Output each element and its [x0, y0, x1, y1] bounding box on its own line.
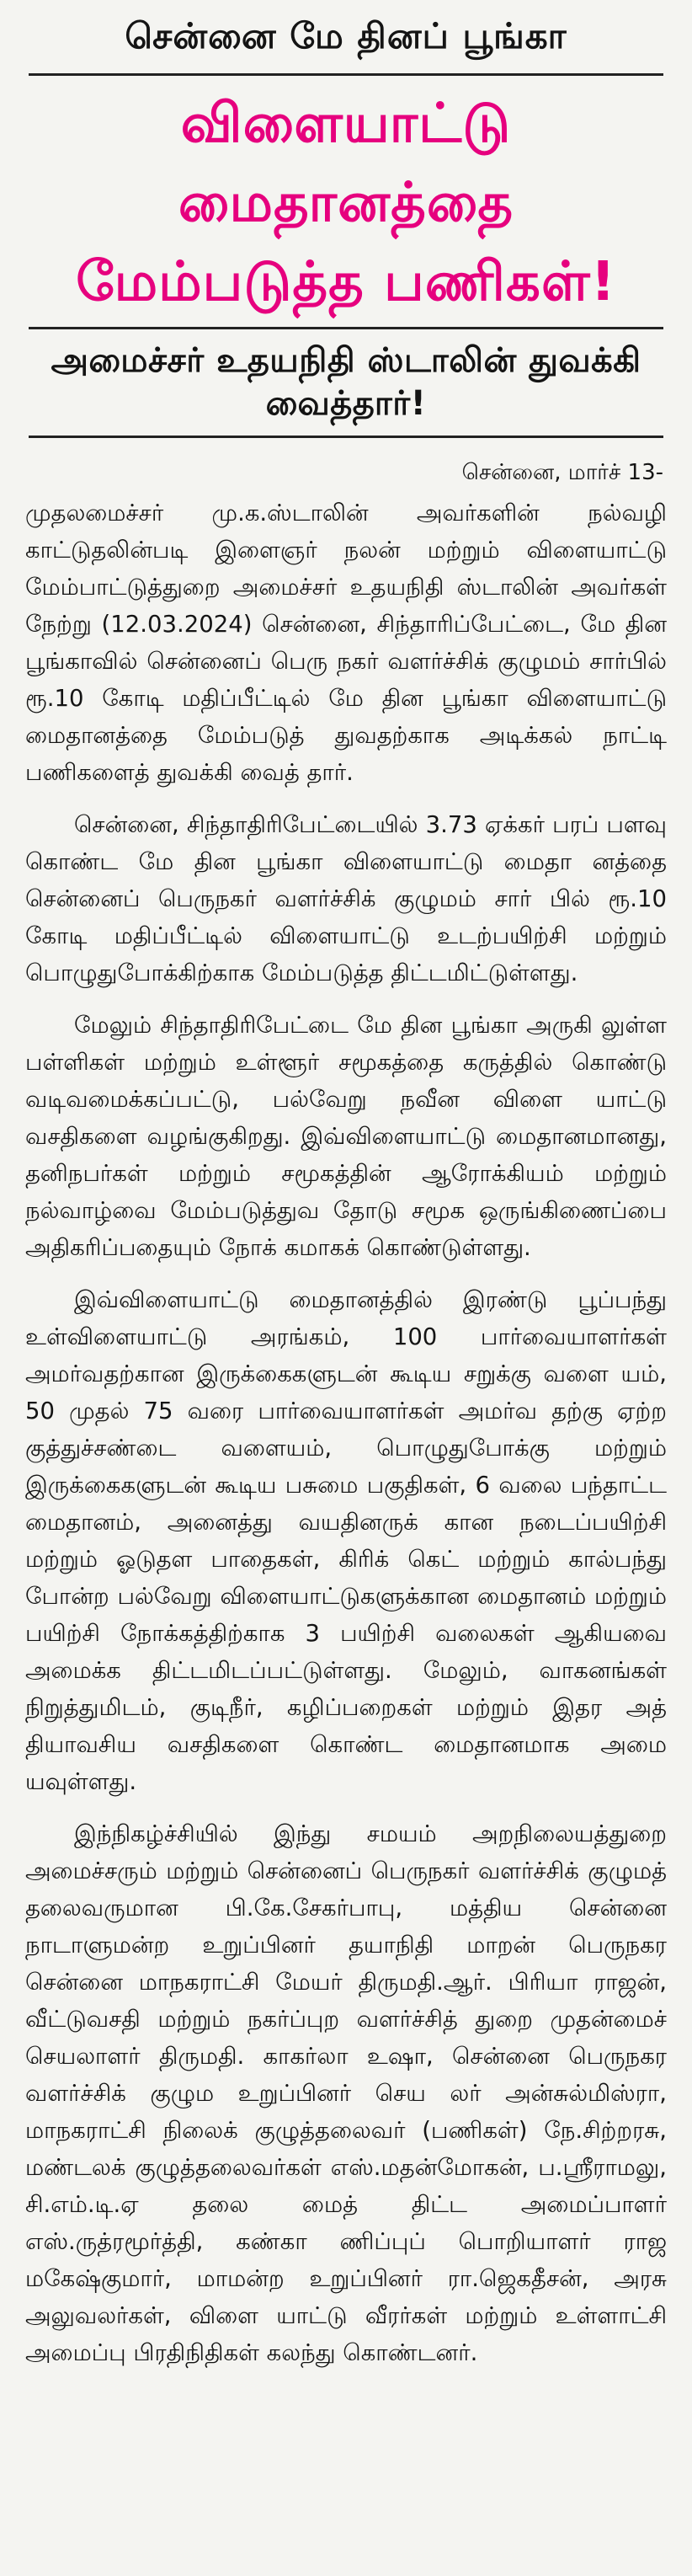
dateline: சென்னை, மார்ச் 13-	[461, 460, 663, 485]
headline	[25, 84, 667, 322]
article-body	[25, 494, 667, 2371]
subhead-divider	[29, 436, 663, 438]
headline-line-1: விளையாட்டு மைதானத்தை	[178, 93, 514, 234]
article-paragraph-1: முதலமைச்சர் மு.க.ஸ்டாலின் அவர்களின் நல்வழி காட்டுதலின்படி இளைஞர் நலன் மற்றும் விளையாட்டு மேம்பாட்டுத்துறை அமைச்சர் உதயநிதி ஸ்டாலின் அவர்கள் நேற்று (12.03.2024) சென்னை, சிந்தாரிப்பேட்டை, மே தின பூங்காவில் சென்னைப் பெரு நகர் வளர்ச்சிக் குழுமம் சார்பில் ரூ.10 கோடி மதிப்பீட்டில் மே தின பூங்கா விளையாட்டு மைதானத்தை மேம்படுத் துவதற்காக அடிக்கல் நாட்டி பணிகளைத் துவக்கி வைத் தார்.	[25, 500, 667, 786]
subheadline: அமைச்சர் உதயநிதி ஸ்டாலின் துவக்கி வைத்தார்!	[51, 341, 641, 423]
article-paragraph-4: இவ்விளையாட்டு மைதானத்தில் இரண்டு பூப்பந்து உள்விளையாட்டு அரங்கம், 100 பார்வையாளர்கள் அமர்வதற்கான இருக்கைகளுடன் கூடிய சறுக்கு வளை யம், 50 முதல் 75 வரை பார்வையாளர்கள் அமர்வ தற்கு ஏற்ற குத்துச்சண்டை வளையம், பொழுதுபோக்கு மற்றும் இருக்கைகளுடன் கூடிய பசுமை பகுதிகள், 6 வலை பந்தாட்ட மைதானம், அனைத்து வயதினருக் கான நடைப்பயிற்சி மற்றும் ஓடுதள பாதைகள், கிரிக் கெட் மற்றும் கால்பந்து போன்ற பல்வேறு விளையாட்டுகளுக்கான மைதானம் மற்றும் பயிற்சி நோக்கத்திற்காக 3 பயிற்சி வலைகள் ஆகியவை அமைக்க திட்டமிடப்பட்டுள்ளது. மேலும், வாகனங்கள் நிறுத்துமிடம், குடிநீர், கழிப்பறைகள் மற்றும் இதர அத் தியாவசிய வசதிகளை கொண்ட மைதானமாக அமை யவுள்ளது.	[25, 1286, 667, 1795]
section-kicker: சென்னை மே தினப் பூங்கா	[125, 15, 567, 56]
top-divider	[29, 73, 663, 76]
article-paragraph-2: சென்னை, சிந்தாதிரிபேட்டையில் 3.73 ஏக்கர் பரப் பளவு கொண்ட மே தின பூங்கா விளையாட்டு மைதா னத்தை சென்னைப் பெருநகர் வளர்ச்சிக் குழுமம் சார் பில் ரூ.10 கோடி மதிப்பீட்டில் விளையாட்டு உடற்பயிற்சி மற்றும் பொழுதுபோக்கிற்காக மேம்படுத்த திட்டமிட்டுள்ளது.	[25, 811, 667, 986]
headline-line-2: மேம்படுத்த பணிகள்!	[76, 251, 616, 313]
headline-divider	[29, 327, 663, 329]
article-paragraph-3: மேலும் சிந்தாதிரிபேட்டை மே தின பூங்கா அருகி லுள்ள பள்ளிகள் மற்றும் உள்ளூர் சமூகத்தை கருத்தில் கொண்டு வடிவமைக்கப்பட்டு, பல்வேறு நவீன விளை யாட்டு வசதிகளை வழங்குகிறது. இவ்விளையாட்டு மைதானமானது, தனிநபர்கள் மற்றும் சமூகத்தின் ஆரோக்கியம் மற்றும் நல்வாழ்வை மேம்படுத்துவ தோடு சமூக ஒருங்கிணைப்பை அதிகரிப்பதையும் நோக் கமாகக் கொண்டுள்ளது.	[25, 1012, 667, 1261]
article-paragraph-5: இந்நிகழ்ச்சியில் இந்து சமயம் அறநிலையத்துறை அமைச்சரும் மற்றும் சென்னைப் பெருநகர் வளர்ச்சிக் குழுமத் தலைவருமான பி.கே.சேகர்பாபு, மத்திய சென்னை நாடாளுமன்ற உறுப்பினர் தயாநிதி மாறன் பெருநகர சென்னை மாநகராட்சி மேயர் திருமதி.ஆர். பிரியா ராஜன், வீட்டுவசதி மற்றும் நகர்ப்புற வளர்ச்சித் துறை முதன்மைச் செயலாளர் திருமதி. காகர்லா உஷா, சென்னை பெருநகர வளர்ச்சிக் குழும உறுப்பினர் செய லர் அன்சுல்மிஸ்ரா, மாநகராட்சி நிலைக் குழுத்தலைவர் (பணிகள்) நே.சிற்றரசு, மண்டலக் குழுத்தலைவர்கள் எஸ்.மதன்மோகன், ப.ஸ்ரீராமலு, சி.எம்.டி.ஏ தலை மைத் திட்ட அமைப்பாளர் எஸ்.ருத்ரமூர்த்தி, கண்கா ணிப்புப் பொறியாளர் ராஜ மகேஷ்குமார், மாமன்ற உறுப்பினர் ரா.ஜெகதீசன், அரசு அலுவலர்கள், விளை யாட்டு வீரர்கள் மற்றும் உள்ளாட்சி அமைப்பு பிரதிநிதிகள் கலந்து கொண்டனர்.	[25, 1820, 667, 2366]
